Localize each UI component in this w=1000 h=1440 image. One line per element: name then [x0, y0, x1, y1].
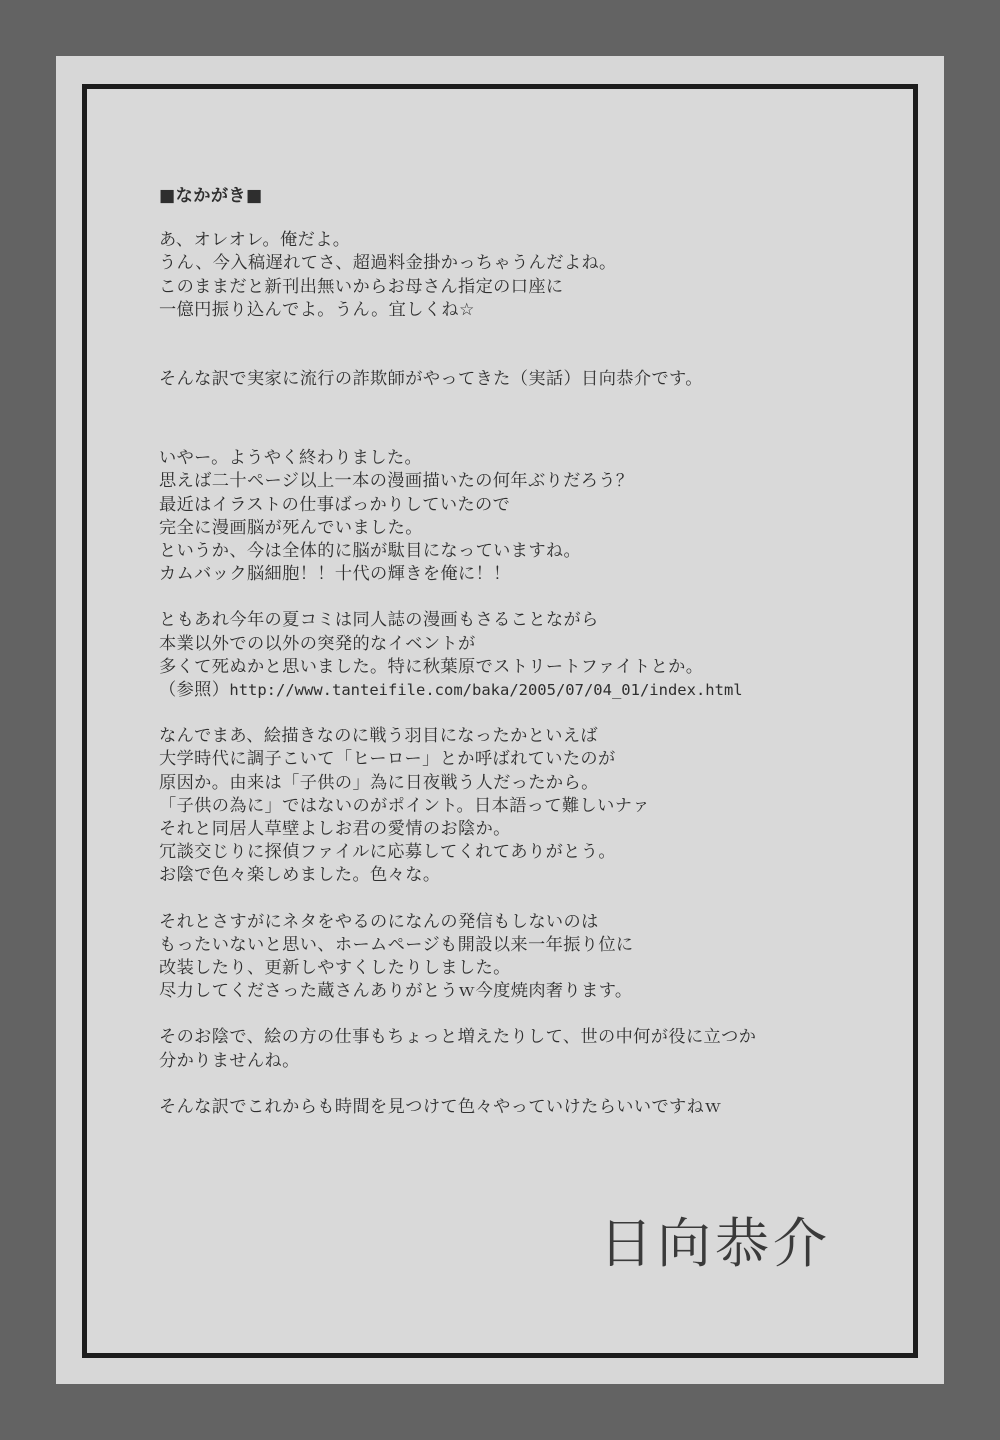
paragraph-2 — [159, 368, 879, 391]
paragraph-4 — [159, 609, 879, 702]
text-line: 分かりませんね。 — [159, 1050, 300, 1071]
text-line: 原因か。由来は「子供の」為に日夜戦う人だったから。 — [159, 772, 599, 793]
text-line: 尽力してくださった蔵さんありがとうｗ今度焼肉奢ります。 — [159, 981, 633, 1002]
text-line: このままだと新刊出無いからお母さん指定の口座に — [159, 276, 564, 297]
text-line: 一億円振り込んでよ。うん。宜しくね☆ — [159, 299, 475, 320]
reference-url: http://www.tanteifile.com/baka/2005/07/04_01/index.html — [229, 681, 743, 700]
afterword-text — [159, 185, 879, 1142]
paragraph-6 — [159, 911, 879, 1004]
text-line: 改装したり、更新しやすくしたりしました。 — [159, 958, 511, 979]
section-heading: ■なかがき■ — [159, 186, 263, 206]
text-line: もったいないと思い、ホームページも開設以来一年振り位に — [159, 934, 634, 955]
page-border-frame — [82, 84, 918, 1358]
text-line: うん、今入稿遅れてさ、超過料金掛かっちゃうんだよね。 — [159, 253, 617, 274]
text-line: カムバック脳細胞！！十代の輝きを俺に！！ — [159, 564, 511, 585]
text-line: そんな訳で実家に流行の詐欺師がやってきた（実話）日向恭介です。 — [159, 369, 703, 390]
paragraph-7 — [159, 1026, 879, 1072]
author-signature: 日向恭介 — [599, 1212, 831, 1275]
text-line: なんでまあ、絵描きなのに戦う羽目になったかといえば — [159, 726, 599, 747]
text-line: 最近はイラストの仕事ばっかりしていたので — [159, 494, 511, 515]
paragraph-1 — [159, 229, 879, 322]
paragraph-5 — [159, 725, 879, 887]
text-line: 大学時代に調子こいて「ヒーロー」とか呼ばれていたのが — [159, 749, 616, 770]
reference-prefix: （参照） — [159, 680, 230, 701]
document-page — [56, 56, 944, 1384]
text-line: それと同居人草壁よしお君の愛情のお陰か。 — [159, 819, 511, 840]
text-line: それとさすがにネタをやるのになんの発信もしないのは — [159, 911, 599, 932]
reference-line — [159, 679, 879, 702]
text-line: そのお陰で、絵の方の仕事もちょっと増えたりして、世の中何が役に立つか — [159, 1027, 757, 1048]
text-line: 思えば二十ページ以上一本の漫画描いたの何年ぶりだろう？ — [159, 471, 634, 492]
paragraph-8 — [159, 1096, 879, 1119]
text-line: 多くて死ぬかと思いました。特に秋葉原でストリートファイトとか。 — [159, 656, 704, 677]
text-line: そんな訳でこれからも時間を見つけて色々やっていけたらいいですねｗ — [159, 1096, 722, 1117]
text-line: 「子供の為に」ではないのがポイント。日本語って難しいナァ — [159, 795, 650, 816]
text-line: 冗談交じりに探偵ファイルに応募してくれてありがとう。 — [159, 842, 616, 863]
text-line: というか、今は全体的に脳が駄目になっていますね。 — [159, 541, 582, 562]
paragraph-3 — [159, 447, 879, 586]
text-line: ともあれ今年の夏コミは同人誌の漫画もさることながら — [159, 610, 599, 631]
text-line: 本業以外での以外の突発的なイベントが — [159, 633, 476, 654]
text-line: 完全に漫画脳が死んでいました。 — [159, 517, 423, 538]
text-line: いやー。ようやく終わりました。 — [159, 448, 423, 469]
text-line: お陰で色々楽しめました。色々な。 — [159, 865, 441, 886]
text-line: あ、オレオレ。俺だよ。 — [159, 230, 351, 251]
